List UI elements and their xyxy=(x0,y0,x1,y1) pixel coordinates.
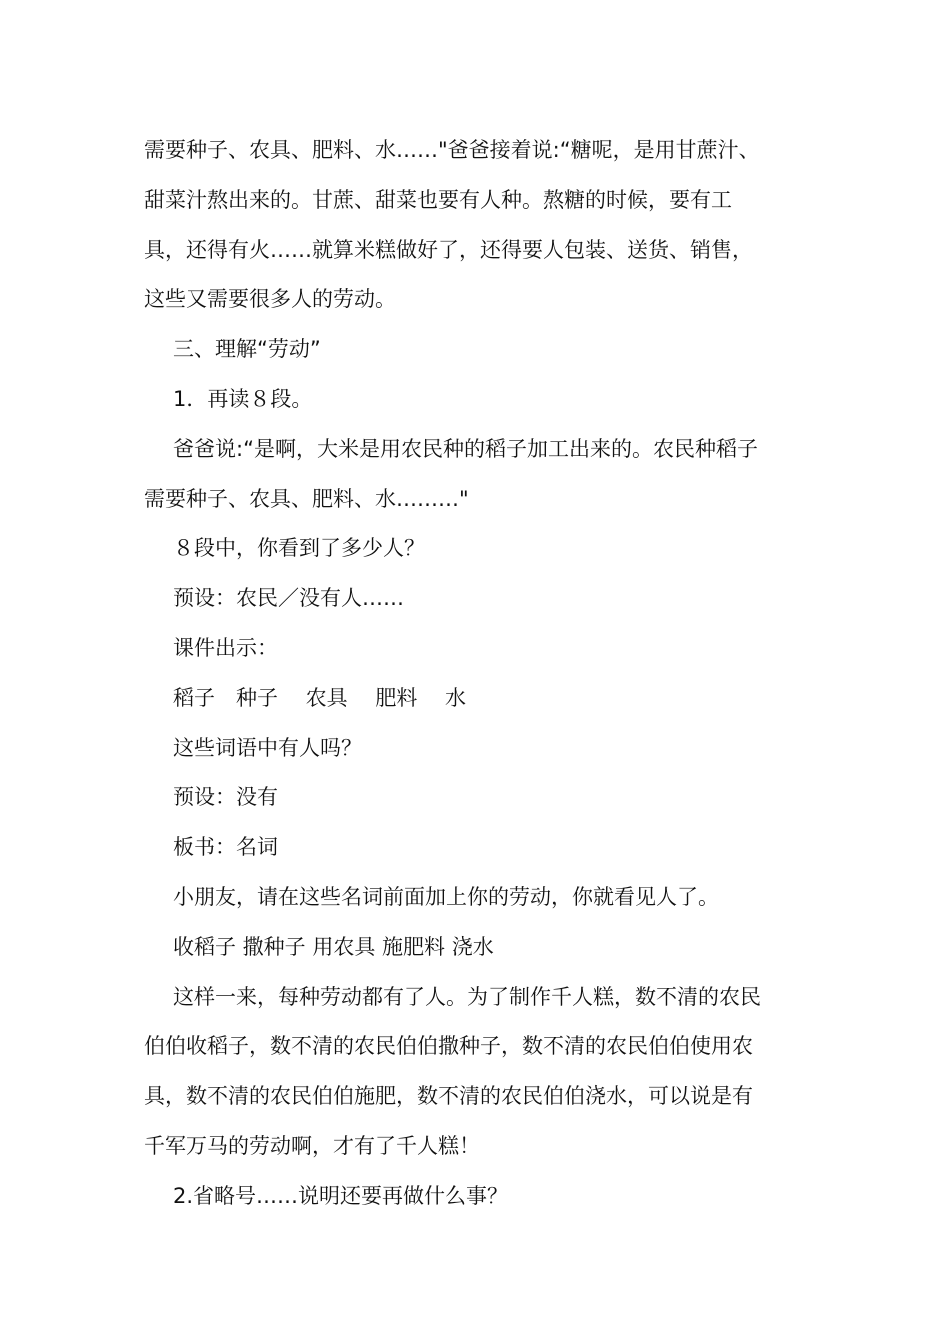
blackboard-line: 板书：名词 xyxy=(173,835,278,860)
slide-label-line: 课件出示： xyxy=(173,635,278,660)
word-list-line: 收稻子 撒种子 用农具 施肥料 浇水 xyxy=(173,934,494,959)
paragraph-line: 小朋友，请在这些名词前面加上你的劳动，你就看见人了。 xyxy=(173,884,719,909)
document-body xyxy=(144,126,808,1222)
section-heading: 三、理解“劳动” xyxy=(173,337,321,362)
paragraph-line: 爸爸说:“是啊，大米是用农民种的稻子加工出来的。农民种稻子 xyxy=(173,436,758,461)
question-line: 2.省略号……说明还要再做什么事？ xyxy=(173,1183,509,1208)
paragraph-line: 需要种子、农具、肥料、水……"爸爸接着说:“糖呢，是用甘蔗汁、 xyxy=(144,138,760,162)
preset-answer-line: 预设：没有 xyxy=(173,785,278,810)
paragraph-line: 千军万马的劳动啊，才有了千人糕！ xyxy=(144,1133,480,1158)
question-line: ８段中，你看到了多少人？ xyxy=(173,536,425,561)
word-list-line: 稻子 种子 农具 肥料 水 xyxy=(173,685,467,710)
paragraph-line: 伯伯收稻子，数不清的农民伯伯撒种子，数不清的农民伯伯使用农 xyxy=(144,1034,753,1059)
paragraph-line: 甜菜汁熬出来的。甘蔗、甜菜也要有人种。熬糖的时候，要有工 xyxy=(144,187,732,212)
question-line: 这些词语中有人吗？ xyxy=(173,735,362,760)
preset-answer-line: 预设：农民／没有人…… xyxy=(173,586,404,611)
paragraph-line: 需要种子、农具、肥料、水………" xyxy=(144,486,469,511)
step-heading: 1．再读８段。 xyxy=(173,386,313,411)
paragraph-line: 这样一来，每种劳动都有了人。为了制作千人糕，数不清的农民 xyxy=(173,984,761,1009)
paragraph-line: 这些又需要很多人的劳动。 xyxy=(144,287,396,312)
paragraph-line: 具，数不清的农民伯伯施肥，数不清的农民伯伯浇水，可以说是有 xyxy=(144,1084,753,1109)
paragraph-line: 具，还得有火……就算米糕做好了，还得要人包装、送货、销售， xyxy=(144,237,753,262)
